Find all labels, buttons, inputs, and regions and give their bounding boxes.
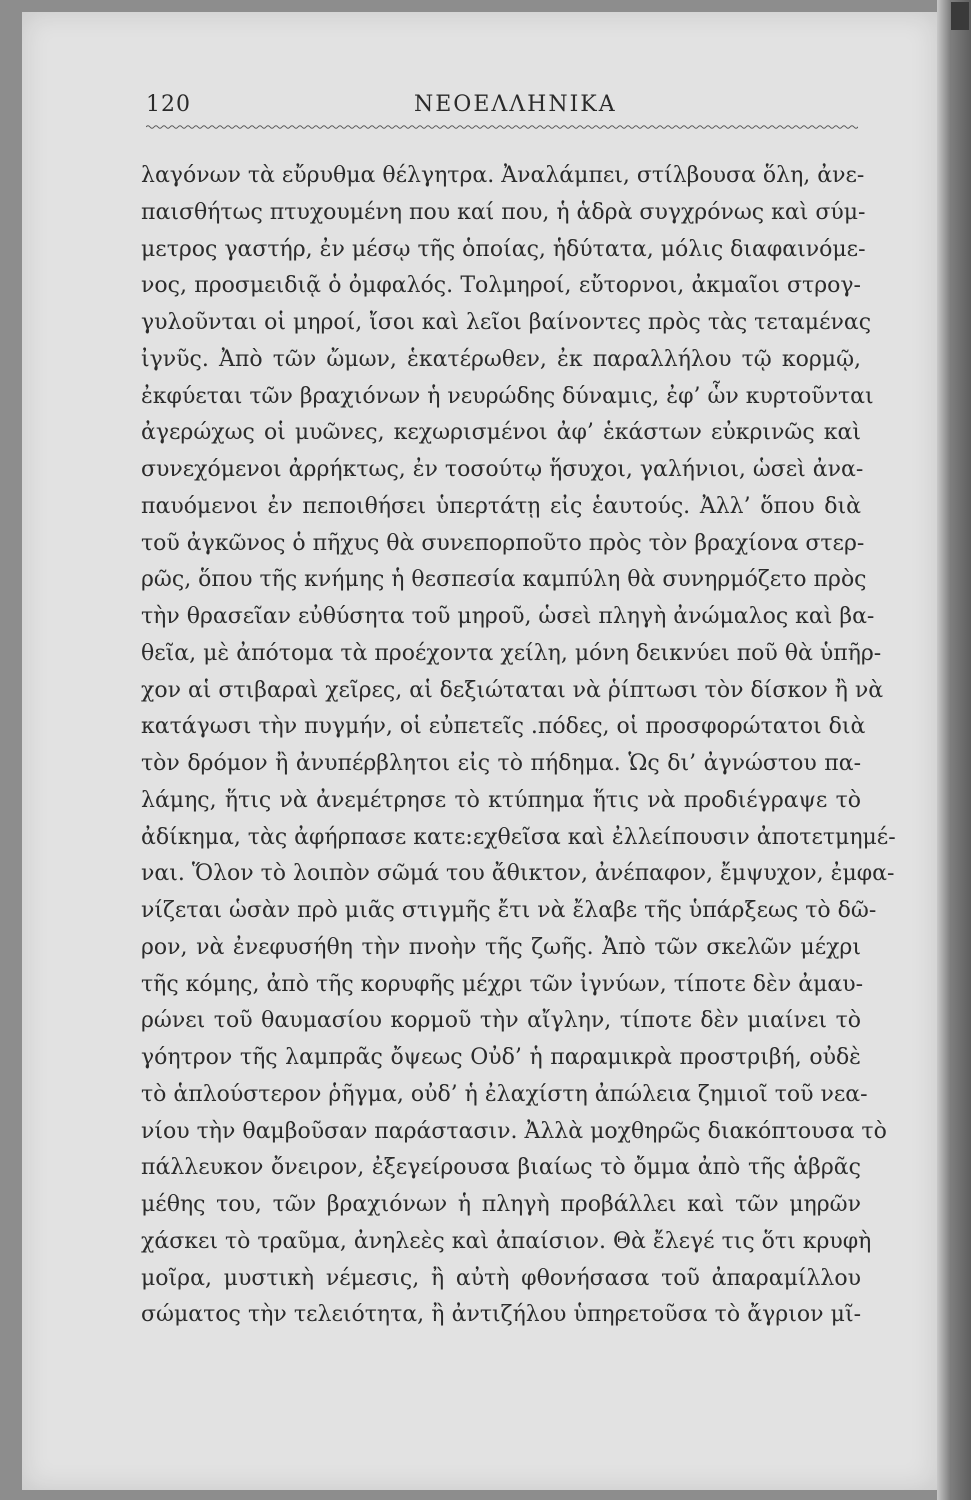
text-line: ναι. Ὅλον τὸ λοιπὸν σῶμά του ἄθικτον, ἀνέπαφον, ἔμψυχον, ἐμφα- — [141, 861, 895, 887]
text-line: κατάγωσι τὴν πυγμήν, οἱ εὐπετεῖς .πόδες, οἱ προσφορώτατοι διὰ — [141, 714, 866, 740]
text-line: τοῦ ἀγκῶνος ὁ πῆχυς θὰ συνεπορποῦτο πρὸς τὸν βραχίονα στερ- — [141, 530, 865, 556]
text-line: λαγόνων τὰ εὔρυθμα θέλγητρα. Ἀναλάμπει, στίλβουσα ὅλη, ἀνε- — [141, 163, 865, 188]
text-line: ἀδίκημα, τὰς ἀφήρπασε κατε:εχθεῖσα καὶ ἐλλείπουσιν ἀποτετμημέ- — [141, 824, 896, 850]
text-line: τὸ ἁπλούστερον ῥῆγμα, οὐδ’ ἡ ἐλαχίστη ἀπώλεια ζημιοῖ τοῦ νεα- — [141, 1081, 868, 1107]
text-line: συνεχόμενοι ἀρρήκτως, ἐν τοσούτῳ ἥσυχοι, γαλήνιοι, ὡσεὶ ἀνα- — [141, 457, 864, 482]
text-line: πάλλευκον ὄνειρον, ἐξεγείρουσα βιαίως τὸ ὄμμα ἀπὸ τῆς ἁβρᾶς — [141, 1155, 861, 1181]
text-line: παισθήτως πτυχουμένη που καί που, ἡ ἁδρὰ συγχρόνως καὶ σύμ- — [141, 199, 866, 225]
text-line: μοῖρα, μυστικὴ νέμεσις, ἢ αὐτὴ φθονήσασα τοῦ ἀπαραμίλλου — [141, 1265, 861, 1291]
text-line: μέθης του, τῶν βραχιόνων ἡ πληγὴ προβάλλει καὶ τῶν μηρῶν — [141, 1192, 861, 1217]
text-line: νος, προσμειδιᾷ ὁ ὀμφαλός. Τολμηροί, εὔτορνοι, ἀκμαῖοι στρογ- — [141, 273, 861, 299]
text-line: γόητρον τῆς λαμπρᾶς ὄψεως Οὐδ’ ἡ παραμικρὰ προστριβή, οὐδὲ — [141, 1045, 861, 1070]
text-line: ἀγερώχως οἱ μυῶνες, κεχωρισμένοι ἀφ’ ἑκάστων εὐκρινῶς καὶ — [141, 420, 861, 446]
text-line: ἐκφύεται τῶν βραχιόνων ἡ νευρώδης δύναμις, ἐφ’ ὧν κυρτοῦνται — [141, 383, 874, 409]
text-line: νίου τὴν θαμβοῦσαν παράστασιν. Ἀλλὰ μοχθηρῶς διακόπτουσα τὸ — [141, 1118, 887, 1144]
running-header — [124, 92, 864, 126]
scan-corner-mark — [951, 2, 969, 30]
text-line: θεῖα, μὲ ἀπότομα τὰ προέχοντα χείλη, μόνη δεικνύει ποῦ θὰ ὑπῆρ- — [141, 640, 882, 666]
text-line: ρον, νὰ ἐνεφυσήθη τὴν πνοὴν τῆς ζωῆς. Ἀπὸ τῶν σκελῶν μέχρι — [141, 934, 861, 960]
text-line: τὸν δρόμον ἢ ἀνυπέρβλητοι εἰς τὸ πήδημα. Ὡς δι’ ἀγνώστου πα- — [141, 751, 861, 776]
text-line: σώματος τὴν τελειότητα, ἢ ἀντιζήλου ὑπηρετοῦσα τὸ ἄγριον μῖ- — [141, 1302, 861, 1328]
header-rule — [146, 124, 858, 130]
text-line: μετρος γαστήρ, ἐν μέσῳ τῆς ὁποίας, ἡδύτατα, μόλις διαφαινόμε- — [141, 236, 866, 262]
scan-background-edge — [951, 0, 971, 1500]
text-line: τῆς κόμης, ἀπὸ τῆς κορυφῆς μέχρι τῶν ἰγνύων, τίποτε δὲν ἀμαυ- — [141, 971, 864, 997]
text-line: νίζεται ὡσὰν πρὸ μιᾶς στιγμῆς ἔτι νὰ ἔλαβε τῆς ὑπάρξεως τὸ δῶ- — [141, 898, 877, 923]
wavy-rule-line — [146, 126, 858, 129]
body-text — [141, 158, 896, 1334]
page-number: 120 — [146, 92, 191, 117]
text-line: τὴν θρασεῖαν εὐθύσητα τοῦ μηροῦ, ὡσεὶ πληγὴ ἀνώμαλος καὶ βα- — [141, 604, 875, 629]
text-line: ἰγνῦς. Ἀπὸ τῶν ὤμων, ἑκατέρωθεν, ἐκ παραλλήλου τῷ κορμῷ, — [141, 346, 861, 372]
page-fore-edge — [937, 0, 951, 1500]
text-line: χάσκει τὸ τραῦμα, ἀνηλεὲς καὶ ἀπαίσιον. Θὰ ἔλεγέ τις ὅτι κρυφὴ — [141, 1228, 872, 1254]
text-line: ρώνει τοῦ θαυμασίου κορμοῦ τὴν αἴγλην, τίποτε δὲν μιαίνει τὸ — [141, 1008, 861, 1034]
running-title: ΝΕΟΕΛΛΗΝΙΚΑ — [414, 92, 617, 117]
text-line: χον αἱ στιβαραὶ χεῖρες, αἱ δεξιώταται νὰ ῥίπτωσι τὸν δίσκον ἢ νὰ — [141, 677, 884, 703]
text-line: ρῶς, ὅπου τῆς κνήμης ἡ θεσπεσία καμπύλη θὰ συνηρμόζετο πρὸς — [141, 567, 867, 593]
text-line: γυλοῦνται οἱ μηροί, ἴσοι καὶ λεῖοι βαίνοντες πρὸς τὰς τεταμένας — [141, 310, 872, 335]
text-line: παυόμενοι ἐν πεποιθήσει ὑπερτάτῃ εἰς ἑαυτούς. Ἀλλ’ ὅπου διὰ — [141, 493, 861, 519]
text-line: λάμης, ἥτις νὰ ἀνεμέτρησε τὸ κτύπημα ἥτις νὰ προδιέγραψε τὸ — [141, 787, 861, 813]
